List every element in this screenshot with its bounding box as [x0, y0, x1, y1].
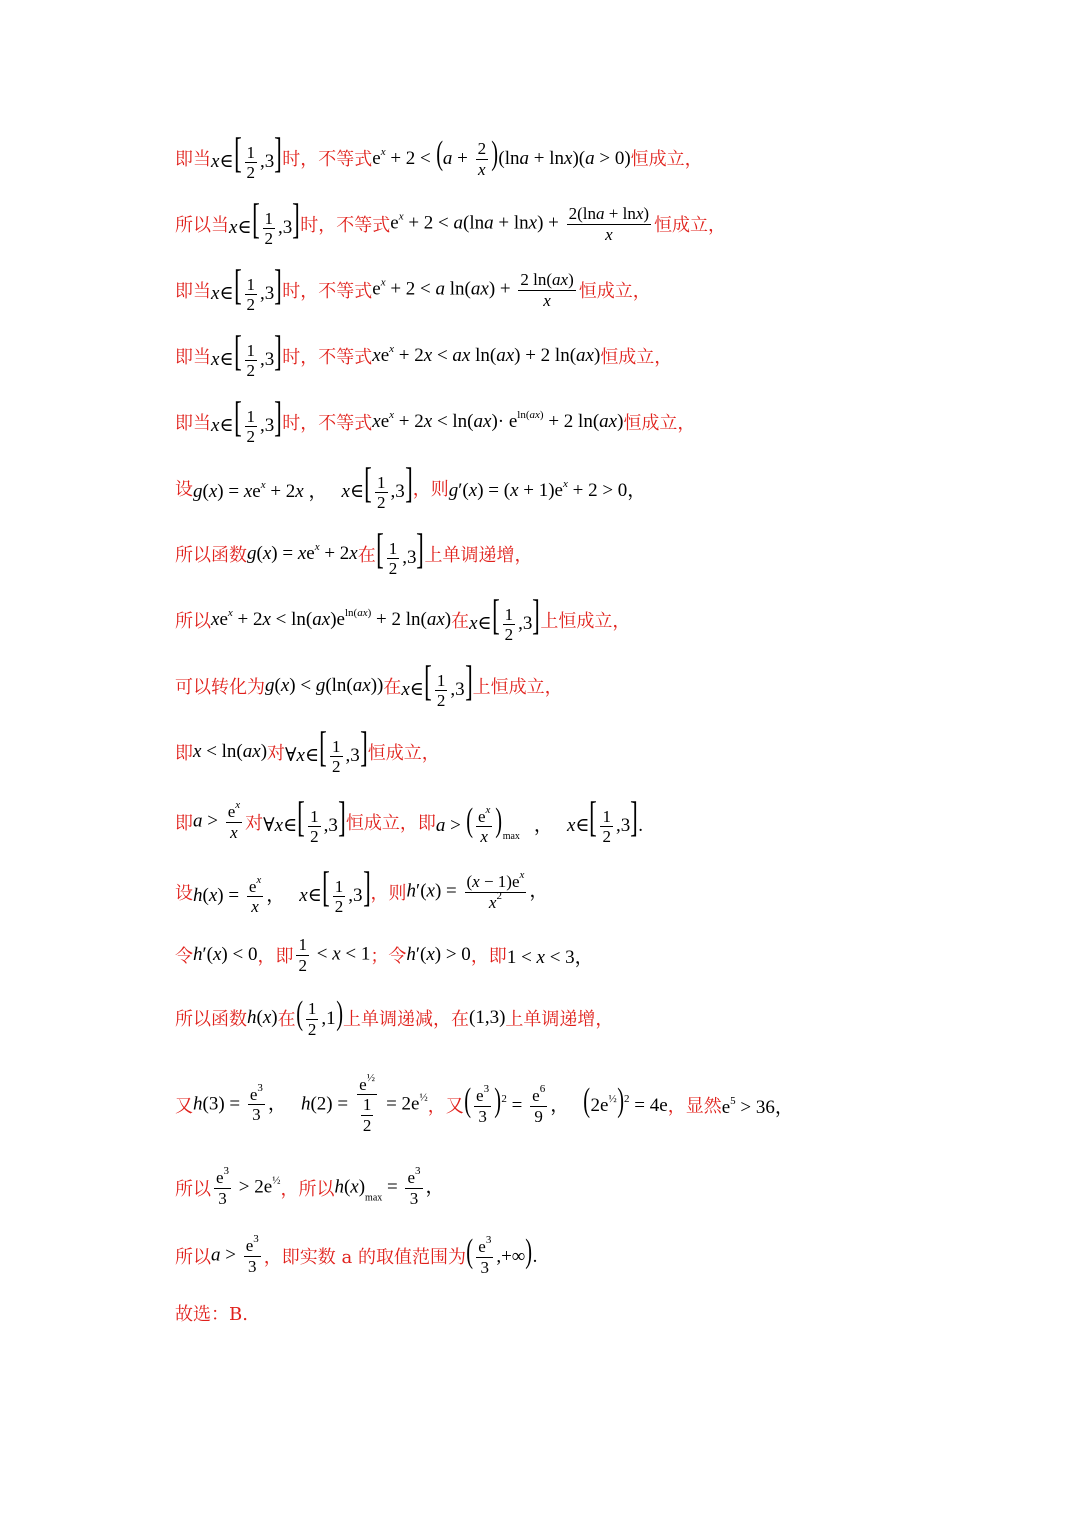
- text: 上单调递增，: [424, 545, 533, 566]
- solution-line-1: [175, 130, 1020, 186]
- solution-line-17: [175, 1228, 1020, 1284]
- text: 即: [175, 743, 193, 764]
- text: 所以函数: [175, 1009, 247, 1030]
- math: a > $\frac{e^3}{3}$: [211, 1232, 259, 1276]
- math: x∈[ $\frac{1}{2}$ ,3]: [211, 263, 283, 315]
- text: ，即: [470, 946, 507, 967]
- text: 所以当: [175, 215, 229, 236]
- text: 设: [175, 883, 193, 904]
- text: ，显然: [667, 1096, 722, 1117]
- text: ，即: [257, 946, 294, 967]
- text: 恒成立，: [623, 413, 696, 434]
- text: 所以: [175, 1247, 211, 1268]
- text: 在: [277, 1009, 296, 1030]
- text: ，即实数 a 的取值范围为: [263, 1247, 466, 1268]
- math: $g'(x) = (x + 1)e^x + 2 > 0$，: [448, 477, 647, 501]
- text: ，则: [370, 883, 407, 904]
- math: h(3) = $\frac{e^3}{3}$ ， h(2) = $\frac{e^{\frac{1}{2}}}{\frac{1}{2}}$ = $2e^{\frac{1}{2}}$: [193, 1071, 428, 1135]
- text: 设: [175, 479, 193, 500]
- math: x < ln(ax): [193, 741, 268, 762]
- math: $e^x + 2 < a(\ln a + \ln x)$ + $\frac{2(\ln a + \ln x)}{x}$: [390, 203, 650, 244]
- text: 上恒成立，: [540, 611, 631, 632]
- math: x∈[ $\frac{1}{2}$ ,3]: [211, 395, 283, 447]
- solution-line-18: [175, 1298, 1020, 1328]
- math: ( $\frac{1}{2}$ ,1): [295, 994, 343, 1039]
- math: $\frac{e^3}{3}$ > $2e^{\frac{1}{2}}$: [216, 1164, 281, 1208]
- text: 上单调递减，在: [343, 1009, 469, 1030]
- answer-text: 故选：B.: [175, 1304, 248, 1325]
- text: ，则: [412, 479, 449, 500]
- text: 对: [245, 813, 264, 834]
- math: $g(x) = xe^x + 2x$ ， x∈[ $\frac{1}{2}$ ,3]: [193, 461, 413, 513]
- text: 在: [451, 611, 470, 632]
- solution-line-6: [175, 460, 1020, 516]
- math: ( $\frac{e^3}{3}$ )$^2$ = $\frac{e^6}{9}$ ， $(2e^{\frac{1}{2}})^2 = 4e$: [463, 1081, 668, 1126]
- text: 所以: [175, 1179, 211, 1200]
- text: 时，不等式: [300, 215, 391, 236]
- math: $e^5 > 36$，: [721, 1094, 794, 1118]
- math: h′(x) = $\frac{(x - 1)e^x}{x^2}$ ，: [406, 868, 549, 912]
- math: x∈[ $\frac{1}{2}$ ,3]: [469, 593, 541, 645]
- text: 可以转化为: [175, 677, 265, 698]
- text: 时，不等式: [282, 413, 373, 434]
- text: 恒成立，: [600, 347, 673, 368]
- text: 上单调递增，: [505, 1009, 614, 1030]
- text: 对: [267, 743, 286, 764]
- math: ∀x∈[ $\frac{1}{2}$ ,3]: [285, 725, 368, 777]
- solution-line-2: [175, 196, 1020, 252]
- math: h′(x) < 0: [193, 944, 258, 965]
- solution-line-14: [175, 990, 1020, 1046]
- math: h(x) = $\frac{e^x}{x}$ ， x∈[ $\frac{1}{2}$ ,3]: [193, 865, 371, 917]
- math: x∈[ $\frac{1}{2}$ ,3]: [211, 131, 283, 183]
- text: 时，不等式: [282, 281, 373, 302]
- math: a > $\frac{e^x}{x}$: [193, 798, 241, 842]
- text: ，又: [427, 1096, 464, 1117]
- solution-line-15: [175, 1062, 1020, 1148]
- math: $xe^x + 2x < \ln(ax)\cdot e^{ln(ax)} + 2$ ln(ax): [372, 409, 624, 432]
- text: 令: [175, 946, 193, 967]
- text: 即当: [175, 149, 211, 170]
- text: ，所以: [280, 1179, 335, 1200]
- math: (1,3): [469, 1007, 506, 1028]
- text: 即: [175, 813, 193, 834]
- solution-line-8: [175, 592, 1020, 648]
- text: 又: [175, 1096, 193, 1117]
- math: g(x) < g(ln(ax)): [265, 675, 384, 696]
- math: ∀x∈[ $\frac{1}{2}$ ,3]: [263, 795, 346, 847]
- text: 恒成立，: [654, 215, 727, 236]
- solution-line-9: [175, 658, 1020, 714]
- text: 在: [383, 677, 402, 698]
- solution-line-13: [175, 930, 1020, 980]
- math: ( $\frac{e^3}{3}$ ,+∞).: [466, 1232, 538, 1277]
- solution-line-10: [175, 724, 1020, 780]
- text: 恒成立，: [367, 743, 440, 764]
- text: 时，不等式: [282, 149, 373, 170]
- text: 在: [357, 545, 376, 566]
- solution-line-7: [175, 526, 1020, 582]
- math: $h(x)_{max}$ = $\frac{e^3}{3}$ ，: [334, 1164, 445, 1208]
- text: 所以: [175, 611, 211, 632]
- math: $e^x + 2 < (a$ + $\frac{2}{x}$ )(lna + lnx)(a > 0): [372, 134, 631, 179]
- math: $e^x + 2 < a$ ln(ax) + $\frac{2 \ln(ax)}{x}$: [372, 269, 574, 310]
- math: x∈[ $\frac{1}{2}$ ,3]: [401, 659, 473, 711]
- solution-line-11: [175, 792, 1020, 852]
- text: ；令: [370, 946, 407, 967]
- math: $g(x) = xe^x + 2x$: [247, 541, 358, 564]
- solution-line-4: [175, 328, 1020, 384]
- math: a > ( $\frac{e^x}{x}$ )$_{max}$， x∈[ $\frac{1}{2}$ ,3].: [435, 795, 643, 847]
- math: 1 < x < 3，: [506, 946, 594, 968]
- solution-line-12: [175, 862, 1020, 922]
- math: h(x): [247, 1007, 278, 1028]
- math: x∈[ $\frac{1}{2}$ ,3]: [229, 197, 301, 249]
- text: 时，不等式: [282, 347, 373, 368]
- math: [ $\frac{1}{2}$ ,3]: [375, 527, 425, 579]
- text: 即当: [175, 281, 211, 302]
- math: $xe^x + 2x$ < ax ln(ax) + 2 ln(ax): [372, 343, 601, 366]
- math: h′(x) > 0: [406, 944, 471, 965]
- text: 恒成立，: [578, 281, 651, 302]
- solution-line-3: [175, 262, 1020, 318]
- text: 上恒成立，: [472, 677, 563, 698]
- text: 恒成立，即: [345, 813, 436, 834]
- text: 所以函数: [175, 545, 247, 566]
- solution-line-16: [175, 1160, 1020, 1216]
- math: $xe^x + 2x < \ln(ax)e^{ln(ax)} + 2$ ln(ax): [211, 607, 452, 630]
- math: $\frac{1}{2}$ < x < 1: [298, 934, 371, 975]
- text: 即当: [175, 413, 211, 434]
- text: 即当: [175, 347, 211, 368]
- text: 恒成立，: [630, 149, 703, 170]
- solution-line-5: [175, 394, 1020, 450]
- math: x∈[ $\frac{1}{2}$ ,3]: [211, 329, 283, 381]
